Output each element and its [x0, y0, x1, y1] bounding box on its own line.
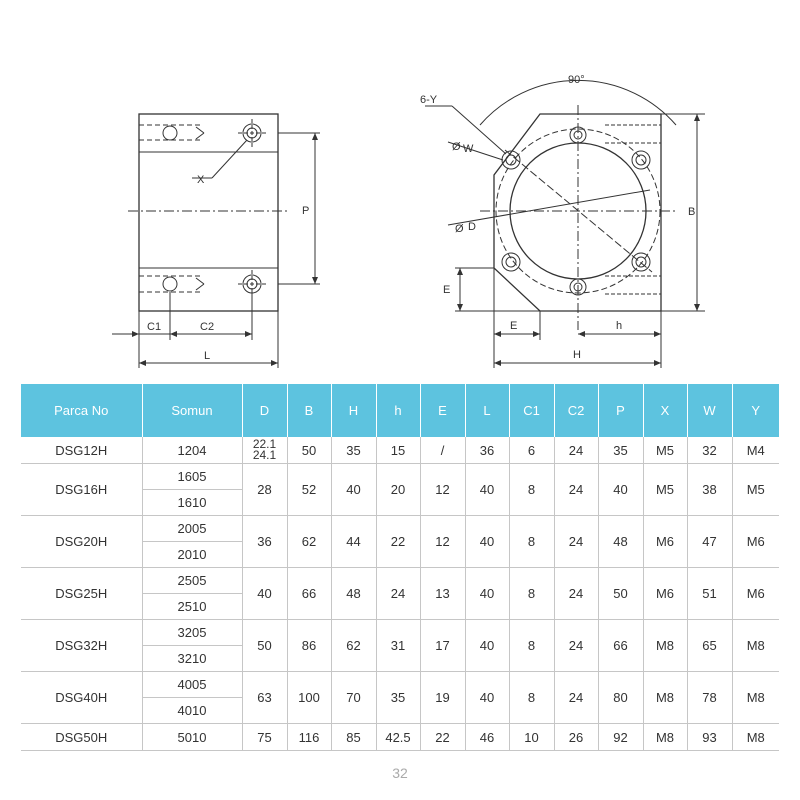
y-cell: M8	[732, 724, 779, 751]
d-cell: 40	[242, 568, 287, 620]
c2-cell: 24	[554, 464, 598, 516]
somun-cell: 2505	[142, 568, 242, 594]
x-cell: M6	[643, 568, 687, 620]
somun-cell: 2005	[142, 516, 242, 542]
d-cell: 36	[242, 516, 287, 568]
h-cell: 24	[376, 568, 420, 620]
column-header: D	[242, 384, 287, 437]
l-cell: 40	[465, 516, 509, 568]
table-row	[21, 724, 779, 751]
e-cell: 17	[420, 620, 465, 672]
h-cell: 62	[331, 620, 376, 672]
w-cell: 93	[687, 724, 732, 751]
y-cell: M8	[732, 672, 779, 724]
y-cell: M4	[732, 437, 779, 464]
drawing-svg	[0, 0, 800, 380]
label-e-side: E	[443, 284, 451, 296]
y-cell: M8	[732, 620, 779, 672]
h-cell: 15	[376, 437, 420, 464]
h-cell: 40	[331, 464, 376, 516]
e-cell: 12	[420, 464, 465, 516]
b-cell: 116	[287, 724, 331, 751]
x-cell: M5	[643, 464, 687, 516]
diameter-symbol-d: Ø	[455, 223, 464, 235]
label-d: D	[468, 221, 476, 233]
part-number-cell: DSG25H	[21, 568, 142, 620]
table-body	[21, 437, 779, 751]
l-cell: 40	[465, 568, 509, 620]
somun-cell: 1204	[142, 437, 242, 464]
column-header: P	[598, 384, 643, 437]
column-header: H	[331, 384, 376, 437]
w-cell: 32	[687, 437, 732, 464]
x-cell: M8	[643, 724, 687, 751]
c1-cell: 8	[509, 464, 554, 516]
column-header: Parca No	[21, 384, 142, 437]
c1-cell: 8	[509, 516, 554, 568]
c1-cell: 8	[509, 568, 554, 620]
somun-cell: 3210	[142, 646, 242, 672]
x-cell: M8	[643, 620, 687, 672]
w-cell: 78	[687, 672, 732, 724]
d-value: 22.1	[252, 436, 277, 451]
p-cell: 40	[598, 464, 643, 516]
d-cell: 50	[242, 620, 287, 672]
d-stacked-values	[252, 436, 277, 462]
label-angle: 90°	[568, 74, 585, 86]
l-cell: 40	[465, 620, 509, 672]
c2-cell: 24	[554, 672, 598, 724]
p-cell: 50	[598, 568, 643, 620]
column-header: h	[376, 384, 420, 437]
p-cell: 48	[598, 516, 643, 568]
table-row	[21, 464, 779, 490]
y-cell: M5	[732, 464, 779, 516]
h-cell: 42.5	[376, 724, 420, 751]
c1-cell: 10	[509, 724, 554, 751]
c2-cell: 24	[554, 516, 598, 568]
label-h-small: h	[616, 320, 623, 332]
x-cell: M6	[643, 516, 687, 568]
e-cell: 12	[420, 516, 465, 568]
p-cell: 80	[598, 672, 643, 724]
e-cell: 22	[420, 724, 465, 751]
w-cell: 51	[687, 568, 732, 620]
column-header: W	[687, 384, 732, 437]
somun-cell: 4005	[142, 672, 242, 698]
p-cell: 35	[598, 437, 643, 464]
d-value: 24.1	[252, 447, 277, 462]
part-number-cell: DSG50H	[21, 724, 142, 751]
label-h-large: H	[573, 349, 581, 361]
w-cell: 47	[687, 516, 732, 568]
x-cell: M8	[643, 672, 687, 724]
b-cell: 66	[287, 568, 331, 620]
label-6-y: 6-Y	[420, 94, 438, 106]
page-number: 32	[392, 765, 408, 781]
part-number-cell: DSG16H	[21, 464, 142, 516]
d-cell: 63	[242, 672, 287, 724]
l-cell: 46	[465, 724, 509, 751]
label-c2: C2	[200, 321, 215, 333]
b-cell: 100	[287, 672, 331, 724]
diameter-symbol-w: Ø	[452, 141, 461, 153]
front-view	[425, 80, 705, 368]
e-cell: /	[420, 437, 465, 464]
b-cell: 86	[287, 620, 331, 672]
l-cell: 40	[465, 464, 509, 516]
h-cell: 35	[376, 672, 420, 724]
label-w: W	[463, 143, 474, 155]
label-p: P	[302, 205, 310, 217]
column-header: C1	[509, 384, 554, 437]
b-cell: 62	[287, 516, 331, 568]
h-cell: 48	[331, 568, 376, 620]
h-cell: 31	[376, 620, 420, 672]
p-cell: 92	[598, 724, 643, 751]
d-cell: 28	[242, 464, 287, 516]
column-header: C2	[554, 384, 598, 437]
l-cell: 36	[465, 437, 509, 464]
column-header: Somun	[142, 384, 242, 437]
c1-cell: 8	[509, 672, 554, 724]
somun-cell: 2010	[142, 542, 242, 568]
somun-cell: 4010	[142, 698, 242, 724]
somun-cell: 3205	[142, 620, 242, 646]
table-row	[21, 516, 779, 542]
b-cell: 50	[287, 437, 331, 464]
c2-cell: 24	[554, 568, 598, 620]
table-row	[21, 437, 779, 464]
part-number-cell: DSG40H	[21, 672, 142, 724]
label-b: B	[688, 206, 696, 218]
h-cell: 70	[331, 672, 376, 724]
e-cell: 19	[420, 672, 465, 724]
somun-cell: 2510	[142, 594, 242, 620]
c1-cell: 6	[509, 437, 554, 464]
label-e-bottom: E	[510, 320, 518, 332]
w-cell: 65	[687, 620, 732, 672]
label-c1: C1	[147, 321, 162, 333]
h-cell: 22	[376, 516, 420, 568]
column-header: E	[420, 384, 465, 437]
e-cell: 13	[420, 568, 465, 620]
h-cell: 85	[331, 724, 376, 751]
table-row	[21, 672, 779, 698]
c2-cell: 26	[554, 724, 598, 751]
h-cell: 44	[331, 516, 376, 568]
w-cell: 38	[687, 464, 732, 516]
b-cell: 52	[287, 464, 331, 516]
y-cell: M6	[732, 516, 779, 568]
somun-cell: 1610	[142, 490, 242, 516]
table-row	[21, 620, 779, 646]
column-header: L	[465, 384, 509, 437]
c2-cell: 24	[554, 437, 598, 464]
column-header: Y	[732, 384, 779, 437]
c2-cell: 24	[554, 620, 598, 672]
label-l: L	[204, 350, 211, 362]
d-cell: 75	[242, 724, 287, 751]
spec-table	[21, 384, 779, 751]
somun-cell: 5010	[142, 724, 242, 751]
column-header: X	[643, 384, 687, 437]
p-cell: 66	[598, 620, 643, 672]
label-x: X	[197, 174, 205, 186]
h-cell: 20	[376, 464, 420, 516]
x-cell: M5	[643, 437, 687, 464]
c1-cell: 8	[509, 620, 554, 672]
table-header-row	[21, 384, 779, 437]
column-header: B	[287, 384, 331, 437]
h-cell: 35	[331, 437, 376, 464]
somun-cell: 1605	[142, 464, 242, 490]
part-number-cell: DSG12H	[21, 437, 142, 464]
table-row	[21, 568, 779, 594]
part-number-cell: DSG32H	[21, 620, 142, 672]
technical-drawings	[0, 0, 800, 380]
l-cell: 40	[465, 672, 509, 724]
part-number-cell: DSG20H	[21, 516, 142, 568]
d-cell	[242, 437, 287, 464]
side-view	[112, 114, 320, 368]
y-cell: M6	[732, 568, 779, 620]
